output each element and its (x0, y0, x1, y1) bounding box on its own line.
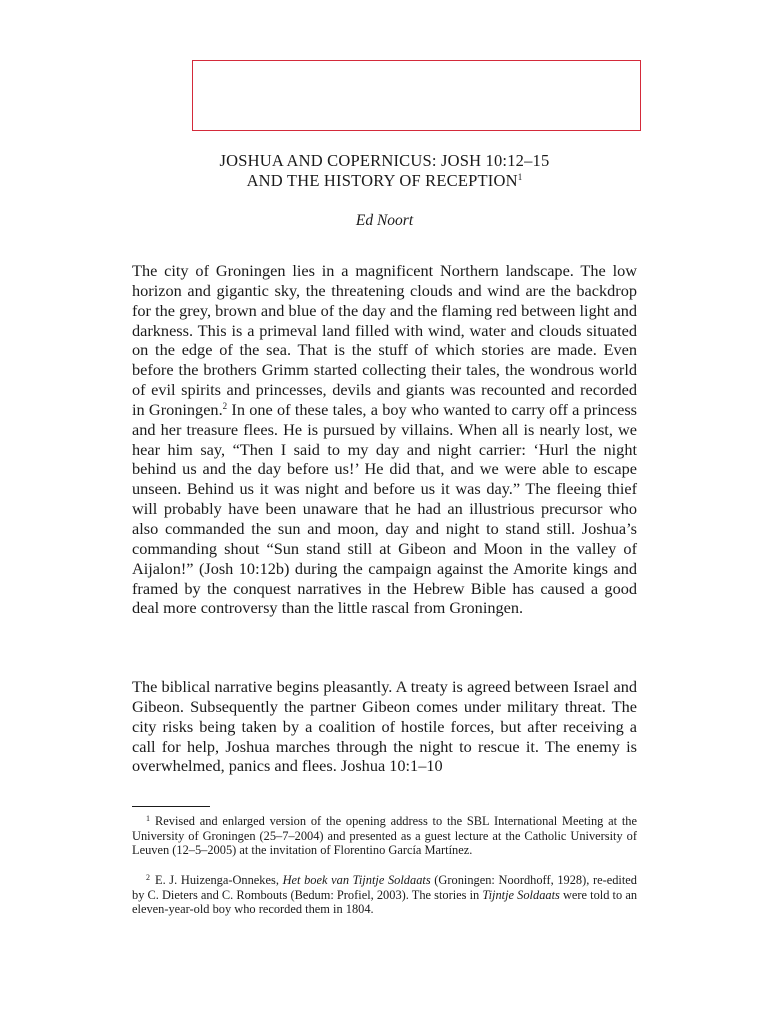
title-line-2-text: AND THE HISTORY OF RECEPTION (246, 171, 518, 190)
paragraph-1-text-b: In one of these tales, a boy who wanted to carry off a princess and her treasure flees. He is pursued by villains. When all is nearly lost, we hear him say, “Then I said to my day and night carrier: ‘Hurl the night behind us and the day before us!’ He did that, and we were able to escape unseen. Behind us it was night and before us it was day.” The fleeing thief will probably have been unaware that he had an illustrious precursor who also commanded the sun and moon, day and night to stand still. Joshua’s commanding shout “Sun stand still at Gibeon and Moon in the valley of Aijalon!” (Josh 10:12b) during the campaign against the Amorite kings and framed by the conquest narratives in the Hebrew Bible has caused a good deal more controversy than the little rascal from Groningen. (132, 399, 637, 618)
footnote-2-number: 2 (146, 873, 150, 882)
title-line-2 (132, 171, 637, 191)
footnote-2-book-title: Het boek van Tijntje Soldaats (282, 873, 431, 887)
footnote-1-text: Revised and enlarged version of the opening address to the SBL International Meeting at the University of Groningen (25–7–2004) and presented as a guest lecture at the Catholic University of Leuven (12–5–2005) at the invitation of Florentino García Martínez. (132, 814, 637, 858)
chapter-title (132, 151, 637, 191)
footnote-1 (132, 814, 637, 858)
footnote-2-marker[interactable]: 2 (222, 400, 228, 411)
footnote-1-number: 1 (146, 814, 150, 823)
title-line-1: JOSHUA AND COPERNICUS: JOSH 10:12–15 (219, 151, 550, 170)
author-name: Ed Noort (355, 212, 414, 229)
footnote-2-text-b: (Groningen: Noordhoff, 1928), re-edited by C. Dieters and C. Rombouts (Bedum: Profiel, 2003). The stories in (132, 873, 637, 902)
title-footnote-marker[interactable]: 1 (517, 172, 523, 182)
footnote-2-book-title-short: Tijntje Soldaats (482, 887, 560, 902)
footnote-2-text-c: were told to an eleven-year-old boy who recorded them in 1804. (132, 887, 638, 917)
footnote-2 (132, 873, 637, 917)
footnote-2-text-a: E. J. Huizenga-Onnekes, (155, 873, 283, 887)
paragraph-1-text-a: The city of Groningen lies in a magnificent Northern landscape. The low horizon and gigantic sky, the threatening clouds and wind are the backdrop for the grey, brown and blue of the day and the flaming red between light and darkness. This is a primeval land filled with wind, water and clouds situated on the edge of the sea. That is the stuff of which stories are made. Even before the brothers Grimm started collecting their tales, the wondrous world of evil spirits and princesses, devils and giants was recounted and recorded in Groningen. (132, 261, 637, 419)
paragraph-2: The biblical narrative begins pleasantly. A treaty is agreed between Israel and Gibeon. Subsequently the partner Gibeon comes under military threat. The city risks being taken by a coalition of hostile forces, but after receiving a call for help, Joshua marches through the night to rescue it. The enemy is overwhelmed, panics and flees. Joshua 10:1–10 (132, 677, 637, 776)
footnote-rule (132, 806, 210, 807)
paragraph-1 (132, 261, 637, 618)
red-frame-box (192, 60, 641, 131)
